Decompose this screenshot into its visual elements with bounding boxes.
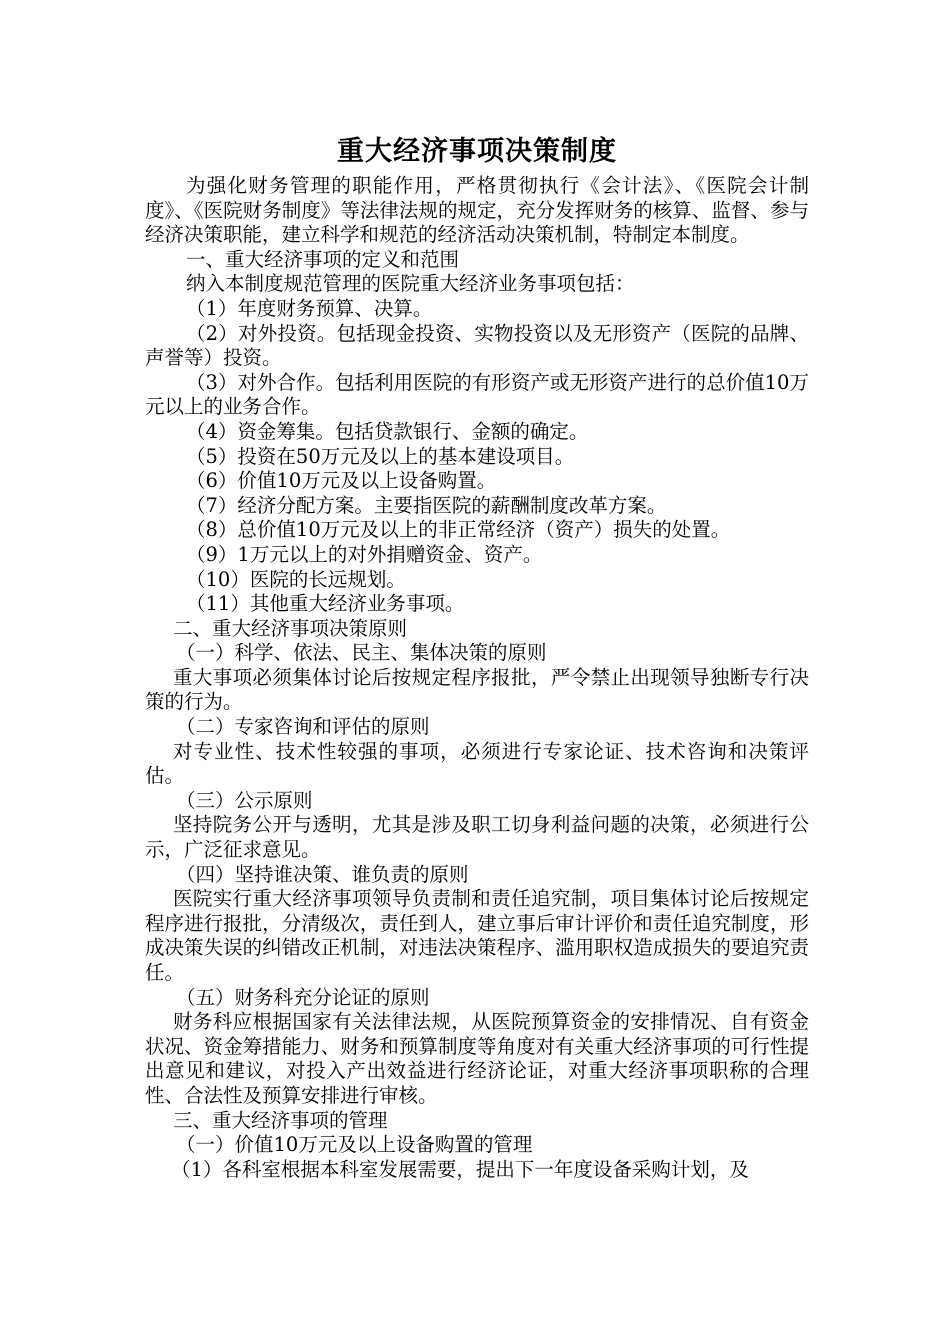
section1-item-10: （10）医院的长远规划。 — [186, 567, 406, 591]
section1-lead: 纳入本制度规范管理的医院重大经济业务事项包括： — [186, 272, 635, 296]
section1-item-9: （9）1万元以上的对外捐赠资金、资产。 — [186, 542, 543, 566]
section1-item-6: （6）价值10万元及以上设备购置。 — [186, 469, 497, 493]
section1-item-1: （1）年度财务预算、决算。 — [186, 296, 433, 320]
document-page — [145, 130, 809, 1182]
principle-2-heading: （二）专家咨询和评估的原则 — [176, 715, 430, 739]
intro-paragraph: 为强化财务管理的职能作用，严格贯彻执行《会计法》、《医院会计制度》、《医院财务制度》等法律法规的规定，充分发挥财务的核算、监督、参与经济决策职能，建立科学和规范的经济活动决策机制，特制定本制度。 — [145, 174, 809, 247]
section1-heading: 一、重大经济事项的定义和范围 — [186, 247, 460, 271]
principle-3-heading: （三）公示原则 — [176, 788, 313, 812]
section1-item-11: （11）其他重大经济业务事项。 — [186, 592, 465, 616]
document-title: 重大经济事项决策制度 — [337, 136, 617, 167]
section3-heading: 三、重大经济事项的管理 — [173, 1108, 388, 1132]
principle-1-body: 重大事项必须集体讨论后按规定程序报批，严令禁止出现领导独断专行决策的行为。 — [145, 665, 809, 714]
section3-sub1-heading: （一）价值10万元及以上设备购置的管理 — [176, 1133, 533, 1157]
principle-4-body: 医院实行重大经济事项领导负责制和责任追究制，项目集体讨论后按规定程序进行报批，分清级次，责任到人，建立事后审计评价和责任追究制度，形成决策失误的纠错改正机制，对违法决策程序、滥用职权造成损失的要追究责任。 — [145, 887, 809, 984]
principle-3-body: 坚持院务公开与透明，尤其是涉及职工切身利益问题的决策，必须进行公示，广泛征求意见。 — [145, 813, 809, 862]
section1-item-3: （3）对外合作。包括利用医院的有形资产或无形资产进行的总价值10万元以上的业务合作。 — [145, 370, 809, 419]
principle-1-heading: （一）科学、依法、民主、集体决策的原则 — [176, 641, 547, 665]
section1-item-7: （7）经济分配方案。主要指医院的薪酬制度改革方案。 — [186, 493, 667, 517]
principle-5-heading: （五）财务科充分论证的原则 — [176, 985, 430, 1009]
section3-sub1-item-1: （1）各科室根据本科室发展需要，提出下一年度设备采购计划，及 — [171, 1157, 749, 1181]
principle-2-body: 对专业性、技术性较强的事项，必须进行专家论证、技术咨询和决策评估。 — [145, 739, 809, 788]
principle-5-body: 财务科应根据国家有关法律法规，从医院预算资金的安排情况、自有资金状况、资金筹措能力、财务和预算制度等角度对有关重大经济事项的可行性提出意见和建议，对投入产出效益进行经济论证，对重大经济事项职称的合理性、合法性及预算安排进行审核。 — [145, 1010, 809, 1107]
section1-item-5: （5）投资在50万元及以上的基本建设项目。 — [186, 444, 575, 468]
principle-4-heading: （四）坚持谁决策、谁负责的原则 — [176, 862, 469, 886]
section2-heading: 二、重大经济事项决策原则 — [173, 616, 408, 640]
section1-item-8: （8）总价值10万元及以上的非正常经济（资产）损失的处置。 — [186, 518, 731, 542]
section1-item-4: （4）资金筹集。包括贷款银行、金额的确定。 — [186, 419, 589, 443]
section1-item-2: （2）对外投资。包括现金投资、实物投资以及无形资产（医院的品牌、声誉等）投资。 — [145, 321, 809, 370]
